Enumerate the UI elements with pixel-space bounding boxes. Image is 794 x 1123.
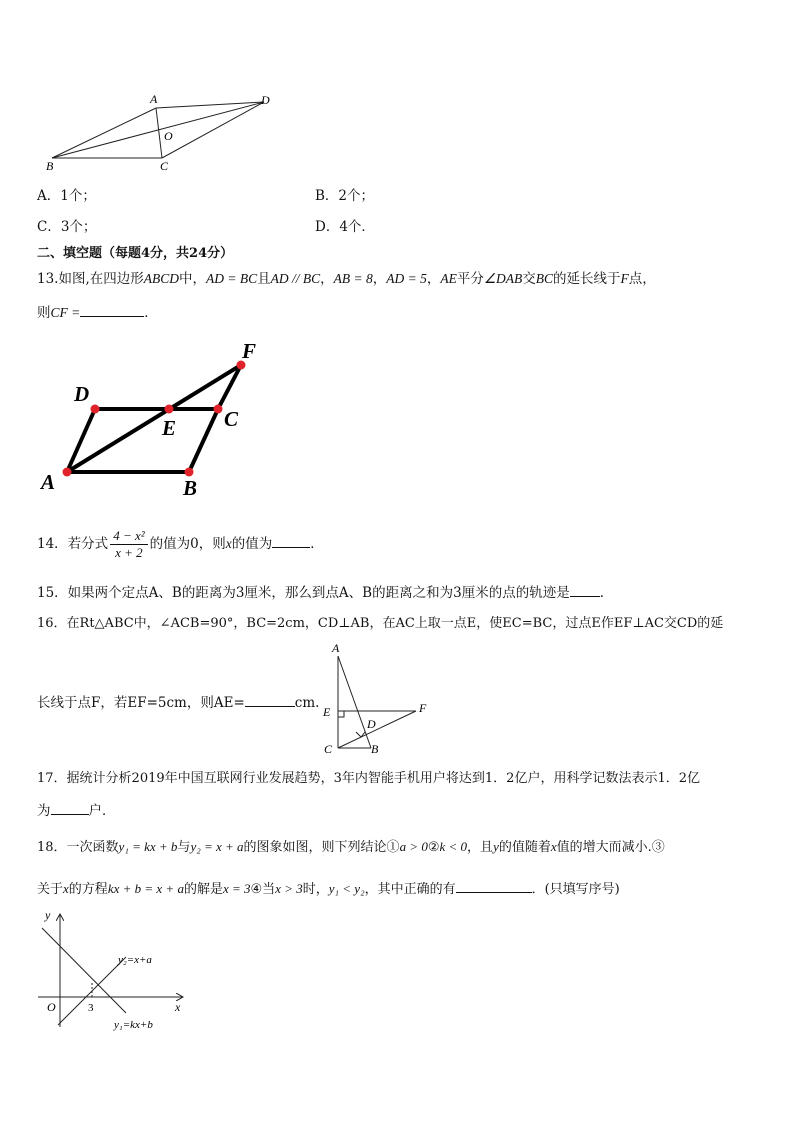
q18-answer-blank[interactable] bbox=[456, 878, 532, 893]
q18-text: ④当 bbox=[250, 882, 276, 897]
q18-text: 18．一次函数 bbox=[37, 840, 119, 855]
q13-text: 点， bbox=[628, 271, 656, 287]
q14-suffix: ． bbox=[310, 536, 324, 552]
q13-ae: AE bbox=[440, 271, 457, 286]
q12-label-o: O bbox=[164, 129, 173, 143]
q14-mid: 的值为0，则 bbox=[149, 536, 226, 552]
q18-conclusion-1: a > 0 bbox=[399, 839, 428, 854]
q13-cond2: AD // BC bbox=[270, 271, 321, 286]
q14-line bbox=[37, 526, 324, 562]
q13-sep: ， bbox=[320, 271, 334, 287]
q13-cond1: AD = BC bbox=[206, 271, 258, 286]
q18-text: 关于 bbox=[37, 882, 64, 897]
q13-text: 交 bbox=[522, 271, 536, 287]
q16-line1: 16．在Rt△ABC中，∠ACB=90°，BC=2cm，CD⊥AB，在AC上取一点E，使EC=BC，过点E作EF⊥AC交CD的延 bbox=[37, 616, 724, 631]
q16-label-d: D bbox=[367, 717, 376, 731]
q16-label-c: C bbox=[324, 742, 333, 756]
q13-text: ． bbox=[144, 305, 158, 321]
q13-cond4: AD = 5 bbox=[386, 271, 427, 286]
q12-label-a: A bbox=[150, 92, 158, 106]
q13-bc: BC bbox=[535, 271, 553, 286]
q12-option-d: D．4个． bbox=[315, 219, 375, 235]
q13-text: 且 bbox=[257, 271, 271, 287]
graph-label-y2: y₂=x+a bbox=[118, 954, 152, 966]
q18-x: x bbox=[63, 881, 69, 896]
q14-fraction bbox=[110, 528, 147, 561]
q13-label-b: B bbox=[183, 476, 198, 500]
q18-text: 的方程 bbox=[68, 882, 108, 897]
q14-denominator: x + 2 bbox=[115, 545, 143, 560]
q13-label-d: D bbox=[74, 382, 90, 406]
q14-x: x bbox=[225, 536, 232, 551]
q13-cf: CF = bbox=[50, 305, 81, 320]
q17-line1: 17．据统计分析2019年中国互联网行业发展趋势，3年内智能手机用户将达到1．2亿户，用科学记数法表示1．2亿 bbox=[37, 771, 700, 786]
q14-prefix: 14．若分式 bbox=[37, 536, 109, 552]
q13-text: 平分 bbox=[456, 271, 484, 287]
q12-option-c: C．3个； bbox=[37, 219, 97, 235]
q18-y: y bbox=[493, 839, 499, 854]
q17-answer-blank[interactable] bbox=[51, 800, 89, 815]
q18-text: ．(只填写序号) bbox=[531, 882, 620, 897]
q13-line2 bbox=[37, 302, 158, 322]
q13-label-a: A bbox=[41, 470, 56, 494]
q18-line2 bbox=[37, 878, 620, 899]
q14-answer-blank[interactable] bbox=[272, 533, 310, 548]
graph-label-y1: y₁=kx+b bbox=[114, 1019, 153, 1031]
q17-line2 bbox=[37, 800, 116, 820]
q12-option-b: B．2个； bbox=[315, 188, 375, 204]
q18-text: ，且 bbox=[467, 840, 494, 855]
q16-label-f: F bbox=[419, 701, 427, 715]
q13-cond3: AB = 8 bbox=[333, 271, 373, 286]
q12-option-a: A．1个； bbox=[37, 188, 96, 204]
q18-conclusion-2: k < 0 bbox=[439, 839, 468, 854]
q14-numerator: 4 − x² bbox=[110, 528, 147, 545]
graph-label-x: x bbox=[175, 1000, 181, 1014]
q12-label-b: B bbox=[46, 159, 54, 173]
q13-label-f: F bbox=[242, 339, 257, 363]
q18-text: 的值随着 bbox=[498, 840, 551, 855]
q13-abcd: ABCD bbox=[143, 271, 180, 286]
q13-label-e: E bbox=[162, 416, 177, 440]
q13-figure bbox=[36, 338, 276, 504]
section-heading: 二、填空题（每题4分，共24分） bbox=[37, 246, 234, 261]
q18-text: 的图象如图，则下列结论① bbox=[243, 840, 400, 855]
q16-label-a: A bbox=[332, 641, 340, 655]
q18-text: 时， bbox=[302, 882, 329, 897]
q12-label-c: C bbox=[160, 159, 169, 173]
graph-label-y: y bbox=[45, 908, 51, 922]
graph-tick-3: 3 bbox=[88, 1002, 94, 1014]
q18-solution: x = 3 bbox=[222, 881, 251, 896]
q13-label-c: C bbox=[224, 407, 239, 431]
q13-sep: ， bbox=[372, 271, 387, 287]
q15-text: ． bbox=[599, 585, 614, 601]
q16-text: 长线于点F，若EF=5cm，则AE= bbox=[37, 695, 245, 711]
q18-text: 与 bbox=[177, 840, 191, 855]
graph-label-origin: O bbox=[47, 1000, 56, 1014]
q18-inequality: y₁ < y₂ bbox=[328, 881, 365, 896]
q15-line bbox=[37, 582, 613, 602]
q16-text: cm. bbox=[294, 695, 320, 711]
q13-text: 则 bbox=[37, 305, 51, 321]
q18-condition: x > 3 bbox=[275, 881, 303, 896]
q13-sep: ， bbox=[426, 271, 441, 287]
q13-text: 的延长线于 bbox=[552, 271, 621, 287]
q18-graph bbox=[30, 905, 200, 1035]
q16-figure bbox=[318, 640, 434, 760]
q13-angle: ∠DAB bbox=[483, 271, 523, 286]
q17-text: 户． bbox=[88, 803, 116, 819]
q18-text: ② bbox=[427, 840, 440, 855]
q17-text: 为 bbox=[37, 803, 51, 819]
q14-suffix: 的值为 bbox=[231, 536, 273, 552]
q16-label-b: B bbox=[371, 742, 379, 756]
q18-text: 值的增大而减小.③ bbox=[556, 840, 665, 855]
q16-line2 bbox=[37, 692, 319, 712]
q13-text: 13.如图,在四边形 bbox=[37, 271, 144, 287]
q18-text: 的解是 bbox=[183, 882, 223, 897]
q16-answer-blank[interactable] bbox=[245, 692, 295, 707]
q18-y2-equation: y₂ = x + a bbox=[190, 839, 244, 854]
q12-figure bbox=[40, 88, 290, 178]
q13-answer-blank[interactable] bbox=[80, 302, 144, 317]
q15-text: 15．如果两个定点A、B的距离为3厘米，那么到点A、B的距离之和为3厘米的点的轨迹是 bbox=[37, 585, 570, 601]
q13-line1 bbox=[37, 270, 656, 288]
q18-line1 bbox=[37, 838, 665, 857]
q12-label-d: D bbox=[261, 93, 270, 107]
q18-equation: kx + b = x + a bbox=[107, 881, 184, 896]
q16-label-e: E bbox=[323, 705, 331, 719]
q13-text: 中， bbox=[179, 271, 207, 287]
q13-f: F bbox=[620, 271, 629, 286]
q18-text: ，其中正确的有 bbox=[364, 882, 456, 897]
q18-x: x bbox=[550, 839, 557, 854]
q18-y1-equation: y₁ = kx + b bbox=[118, 839, 178, 854]
q15-answer-blank[interactable] bbox=[570, 582, 600, 597]
